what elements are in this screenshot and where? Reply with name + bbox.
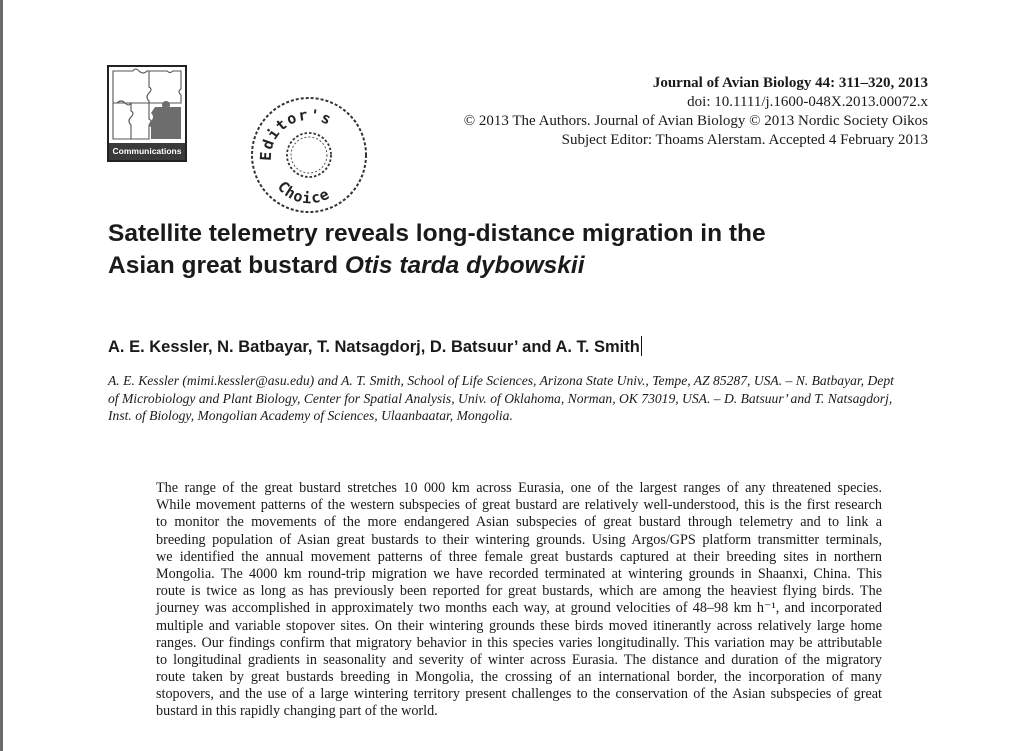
authors-text: A. E. Kessler, N. Batbayar, T. Natsagdorj, D. Batsuur’ and A. T. Smith [108, 338, 640, 356]
author-list[interactable] [108, 336, 642, 357]
abstract-line: to longitudinal gradients in seasonality and severity of winter across Eurasia. The distance and duration of the migratory [156, 651, 882, 668]
copyright-line: © 2013 The Authors. Journal of Avian Biology © 2013 Nordic Society Oikos [463, 113, 928, 129]
abstract [156, 480, 882, 721]
subject-editor-line: Subject Editor: Thoams Alerstam. Accepted 4 February 2013 [561, 132, 928, 148]
abstract-line: route is twice as long as has previously been reported for great bustards, which are among the heaviest flying birds. The [156, 583, 882, 600]
abstract-line: multiple and variable stopover sites. On their wintering grounds these birds moved itinerantly across relatively large home [156, 617, 882, 634]
text-cursor [641, 336, 642, 356]
affiliation-line: Inst. of Biology, Mongolian Academy of Sciences, Ulaanbaatar, Mongolia. [108, 408, 513, 424]
paper-title [108, 218, 928, 282]
journal-citation: Journal of Avian Biology 44: 311–320, 2013 [652, 75, 928, 91]
abstract-line: breeding population of Asian great bustards to their wintering grounds. Using Argos/GPS platform transmitter terminals, [156, 531, 882, 548]
title-line-1: Satellite telemetry reveals long-distance migration in the [108, 220, 766, 247]
svg-text:Choice: Choice [273, 177, 333, 208]
abstract-line: ranges. Our findings confirm that migratory behavior in this species varies longitudinally. This variation may be attributable [156, 634, 882, 651]
species-name: Otis tarda dybowskii [344, 252, 585, 279]
doi: doi: 10.1111/j.1600-048X.2013.00072.x [687, 94, 928, 110]
abstract-line: to monitor the movements of the more endangered Asian subspecies of great bustard through telemetry and to link a [156, 514, 882, 531]
stamp-icon [249, 95, 369, 215]
abstract-line: bustard in this rapidly changing part of the world. [156, 703, 438, 720]
page-left-edge [0, 0, 3, 751]
abstract-line: Mongolia. The 4000 km round-trip migration we have recorded terminated at wintering grounds in Shaanxi, China. This [156, 565, 882, 582]
journal-info [464, 74, 928, 150]
editors-choice-stamp [249, 95, 369, 215]
puzzle-icon [109, 67, 185, 143]
abstract-line: stopovers, and the use of a large wintering territory present challenges to the conservation of the Asian subspecies of great [156, 686, 882, 703]
abstract-line: The range of the great bustard stretches 10 000 km across Eurasia, one of the largest ranges of any threatened species. [156, 480, 882, 496]
abstract-line: While movement patterns of the western subspecies of great bustard are relatively well-understood, this is the first research [156, 497, 882, 514]
abstract-line: journey was accomplished in approximately two months each way, at ground velocities of 48–98 km h⁻¹, and incorporated [156, 600, 882, 617]
logo-label: Communications [109, 143, 185, 160]
title-line-2 [108, 250, 928, 282]
affiliation-line: of Microbiology and Plant Biology, Center for Spatial Analysis, Univ. of Oklahoma, Norman, OK 73019, USA. – D. Batsuur’ and T. Natsagdorj, [108, 390, 893, 406]
abstract-line: route taken by great bustards breeding in Mongolia, the crossing of an international border, the incorporation of many [156, 669, 882, 686]
communications-logo [107, 65, 187, 162]
svg-text:Editor's: Editor's [256, 105, 336, 162]
affiliations [108, 372, 930, 425]
affiliation-line: A. E. Kessler (mimi.kessler@asu.edu) and A. T. Smith, School of Life Sciences, Arizona State Univ., Tempe, AZ 85287, USA. – N. Batbayar, Dept [108, 373, 894, 388]
abstract-line: we identified the annual movement patterns of three female great bustards captured at their breeding sites in northern [156, 548, 882, 565]
title-line-2-text: Asian great bustard [108, 252, 345, 279]
